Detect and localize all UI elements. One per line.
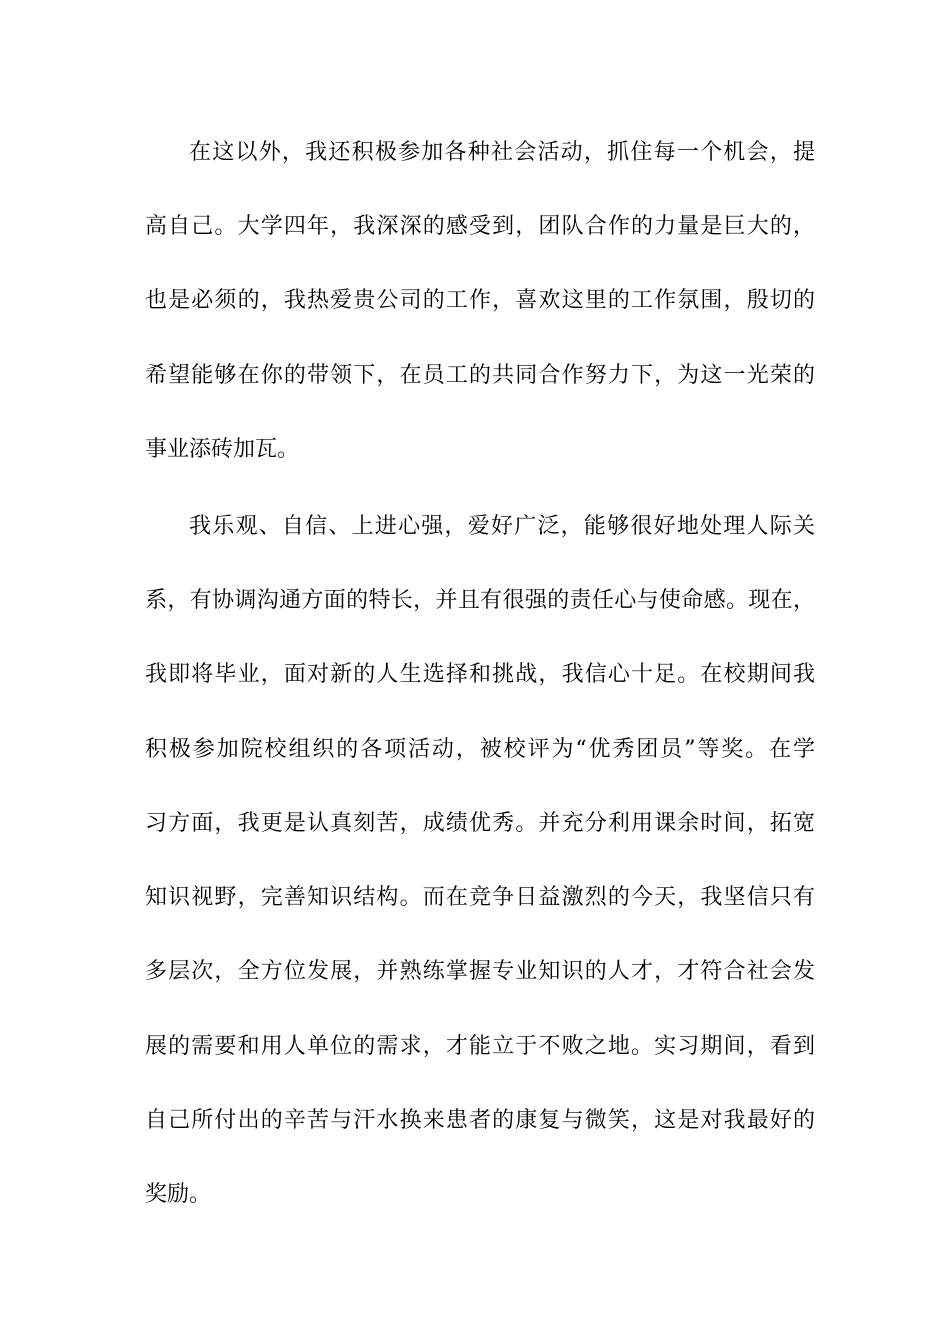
paragraph-2-line-3: 我即将毕业，面对新的人生选择和挑战，我信心十足。在校期间我: [145, 662, 815, 687]
paragraph-1-line-4: 希望能够在你的带领下，在员工的共同合作努力下，为这一光荣的: [145, 363, 815, 388]
paragraph-2-line-6: 知识视野，完善知识结构。而在竞争日益激烈的今天，我坚信只有: [145, 885, 815, 910]
paragraph-2-line-8: 展的需要和用人单位的需求，才能立于不败之地。实习期间，看到: [145, 1034, 815, 1059]
paragraph-2-line-7: 多层次，全方位发展，并熟练掌握专业知识的人才，才符合社会发: [145, 959, 815, 984]
paragraph-1-line-1: 在这以外，我还积极参加各种社会活动，抓住每一个机会，提: [189, 140, 815, 165]
paragraph-2-line-5: 习方面，我更是认真刻苦，成绩优秀。并充分利用课余时间，拓宽: [145, 811, 815, 836]
paragraph-2-line-1: 我乐观、自信、上进心强，爱好广泛，能够很好地处理人际关: [189, 514, 815, 539]
paragraph-2-line-4: 积极参加院校组织的各项活动，被校评为“优秀团员”等奖。在学: [145, 737, 815, 762]
paragraph-1-line-5: 事业添砖加瓦。: [145, 437, 300, 462]
paragraph-2-line-10: 奖励。: [145, 1182, 212, 1207]
paragraph-1-line-2: 高自己。大学四年，我深深的感受到，团队合作的力量是巨大的，: [145, 214, 815, 239]
paragraph-1-line-3: 也是必须的，我热爱贵公司的工作，喜欢这里的工作氛围，殷切的: [145, 288, 815, 313]
paragraph-2-line-9: 自己所付出的辛苦与汗水换来患者的康复与微笑，这是对我最好的: [145, 1108, 815, 1133]
paragraph-2-line-2: 系，有协调沟通方面的特长，并且有很强的责任心与使命感。现在，: [145, 588, 815, 613]
